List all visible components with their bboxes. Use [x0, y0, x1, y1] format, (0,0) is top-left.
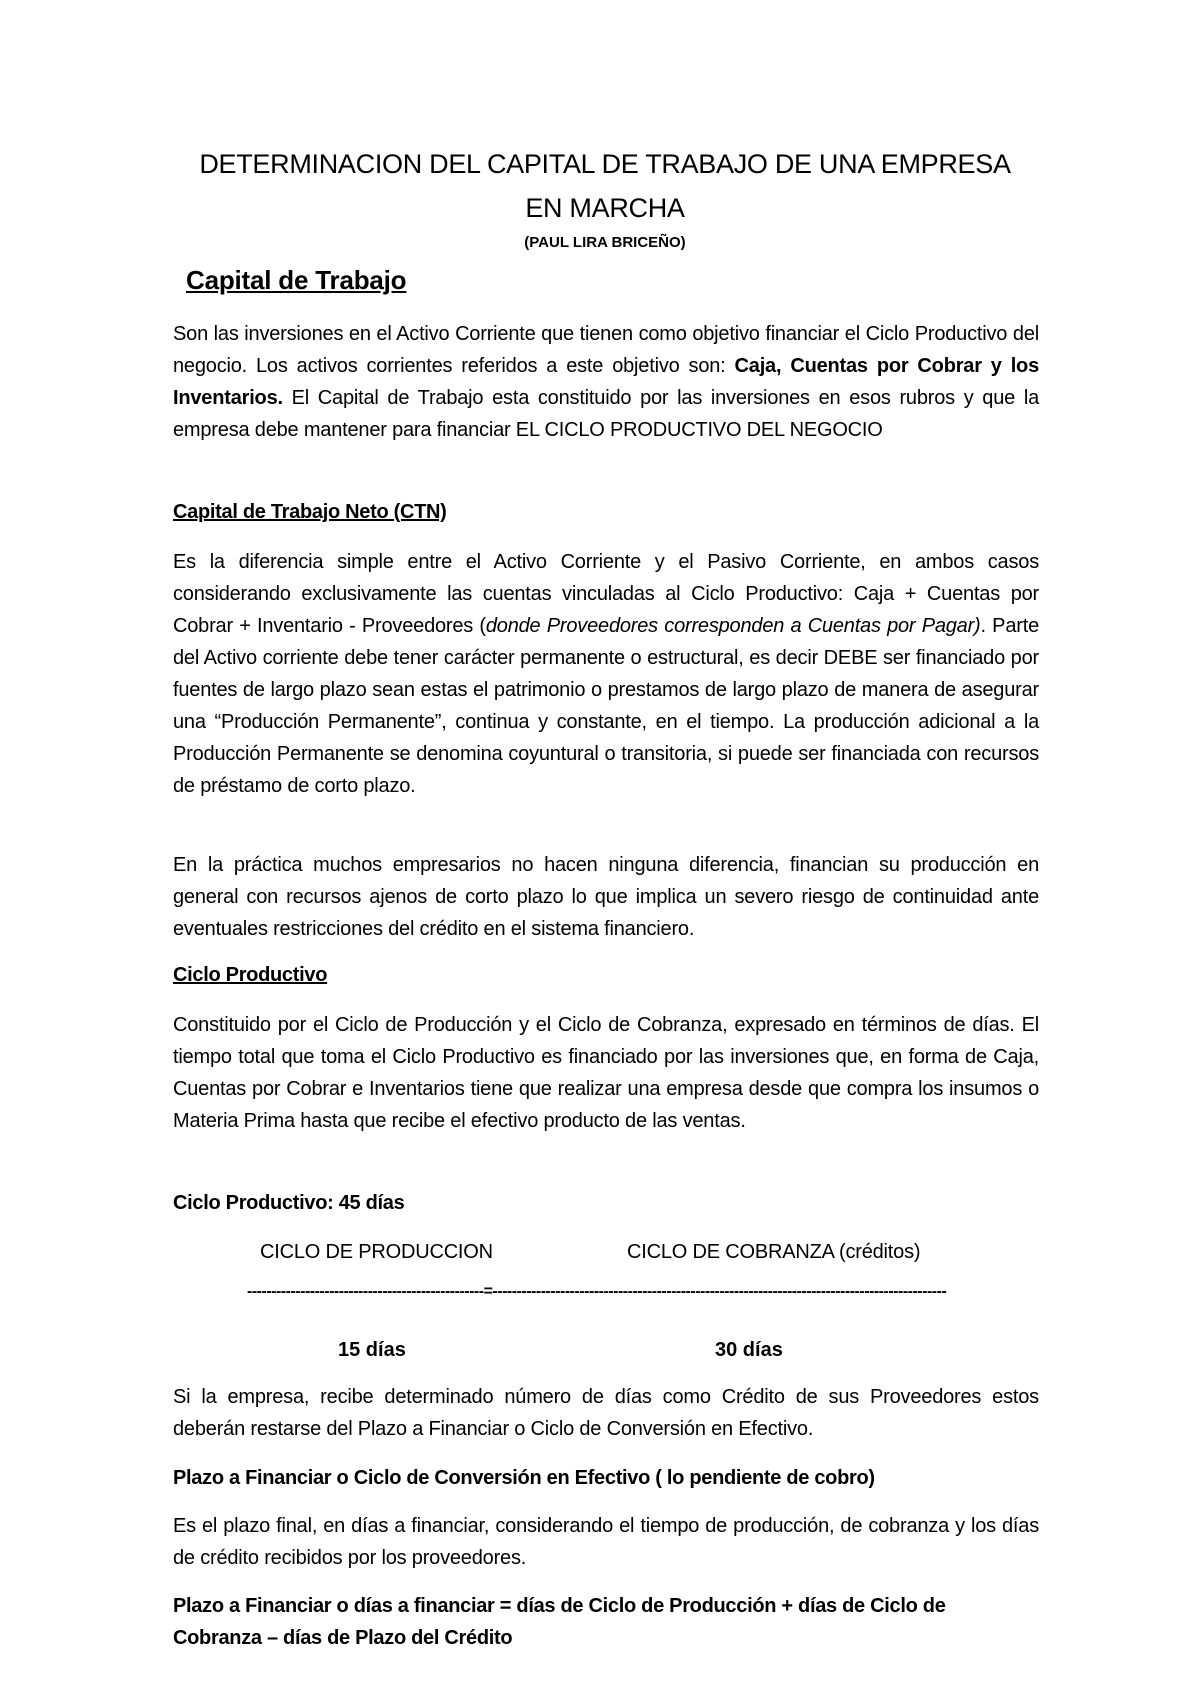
cycle-divider-line: [247, 1282, 1005, 1302]
paragraph-credito-proveedores: Si la empresa, recibe determinado número de días como Crédito de sus Proveedores estos deberán restarse del Plazo a Financiar o Ciclo de Conversión en Efectivo.: [173, 1386, 1039, 1440]
paragraph-ctn: [173, 546, 1039, 802]
document-author: (PAUL LIRA BRICEÑO): [524, 234, 686, 251]
heading-plazo-a-financiar: Plazo a Financiar o Ciclo de Conversión en Efectivo ( lo pendiente de cobro): [173, 1467, 875, 1489]
label-ciclo-produccion: CICLO DE PRODUCCION: [260, 1241, 493, 1263]
section-heading-ctn: Capital de Trabajo Neto (CTN): [173, 501, 447, 523]
paragraph-text: Son las inversiones en el Activo Corriente que tienen como objetivo financiar el Ciclo Productivo del negocio. Los activos corrientes referidos a este objetivo son:: [173, 323, 1039, 377]
paragraph-text: Es la diferencia simple entre el Activo Corriente y el Pasivo Corriente, en ambos casos considerando exclusivamente las cuentas vinculadas al Ciclo Productivo: Caja + Cuentas por Cobrar + Inventario - Proveedores (: [173, 551, 1039, 637]
days-cobranza: 30 días: [715, 1339, 783, 1361]
days-produccion: 15 días: [338, 1339, 406, 1361]
paragraph-ciclo-productivo: Constituido por el Ciclo de Producción y el Ciclo de Cobranza, expresado en términos de días. El tiempo total que toma el Ciclo Productivo es financiado por las inversiones que, en forma de Caja, Cuentas por Cobrar e Inventarios tiene que realizar una empresa desde que compra los insumos o Materia Prima hasta que recibe el efectivo producto de las ventas.: [173, 1014, 1039, 1132]
divider-right: ----------------------------------------------------------------------------------------------: [492, 1283, 947, 1300]
paragraph-plazo-final: Es el plazo final, en días a financiar, considerando el tiempo de producción, de cobranza y los días de crédito recibidos por los proveedores.: [173, 1515, 1039, 1569]
formula-plazo-a-financiar: Plazo a Financiar o días a financiar = días de Ciclo de Producción + días de Ciclo de Cobranza – días de Plazo del Crédito: [173, 1595, 946, 1649]
paragraph-italic-text: donde Proveedores corresponden a Cuentas por Pagar): [485, 615, 981, 637]
paragraph-text: . Parte del Activo corriente debe tener carácter permanente o estructural, es decir DEBE ser financiado por fuentes de largo plazo sean estas el patrimonio o prestamos de largo plazo de manera de asegurar una “Producción Permanente”, continua y constante, en el tiempo. La producción adicional a la Producción Permanente se denomina coyuntural o transitoria, si puede ser financiada con recursos de préstamo de corto plazo.: [173, 615, 1039, 797]
section-heading-ciclo-productivo: Ciclo Productivo: [173, 964, 328, 986]
paragraph-text: El Capital de Trabajo esta constituido por las inversiones en esos rubros y que la empresa debe mantener para financiar EL CICLO PRODUCTIVO DEL NEGOCIO: [173, 387, 1039, 441]
ciclo-productivo-summary: Ciclo Productivo: 45 días: [173, 1192, 405, 1214]
label-ciclo-cobranza: CICLO DE COBRANZA (créditos): [627, 1241, 921, 1263]
document-title-line-1: DETERMINACION DEL CAPITAL DE TRABAJO DE UNA EMPRESA: [199, 149, 1011, 179]
paragraph-bold-text: Caja, Cuentas por Cobrar y los Inventarios.: [173, 355, 1040, 409]
paragraph-practica: En la práctica muchos empresarios no hacen ninguna diferencia, financian su producción en general con recursos ajenos de corto plazo lo que implica un severo riesgo de continuidad ante eventuales restricciones del crédito en el sistema financiero.: [173, 854, 1039, 940]
document-title-line-2: EN MARCHA: [525, 193, 685, 223]
divider-equals: =: [483, 1283, 493, 1300]
section-heading-capital-de-trabajo: Capital de Trabajo: [186, 265, 407, 295]
paragraph-capital-de-trabajo: [173, 318, 1039, 446]
divider-left: -------------------------------------------------: [247, 1283, 484, 1300]
